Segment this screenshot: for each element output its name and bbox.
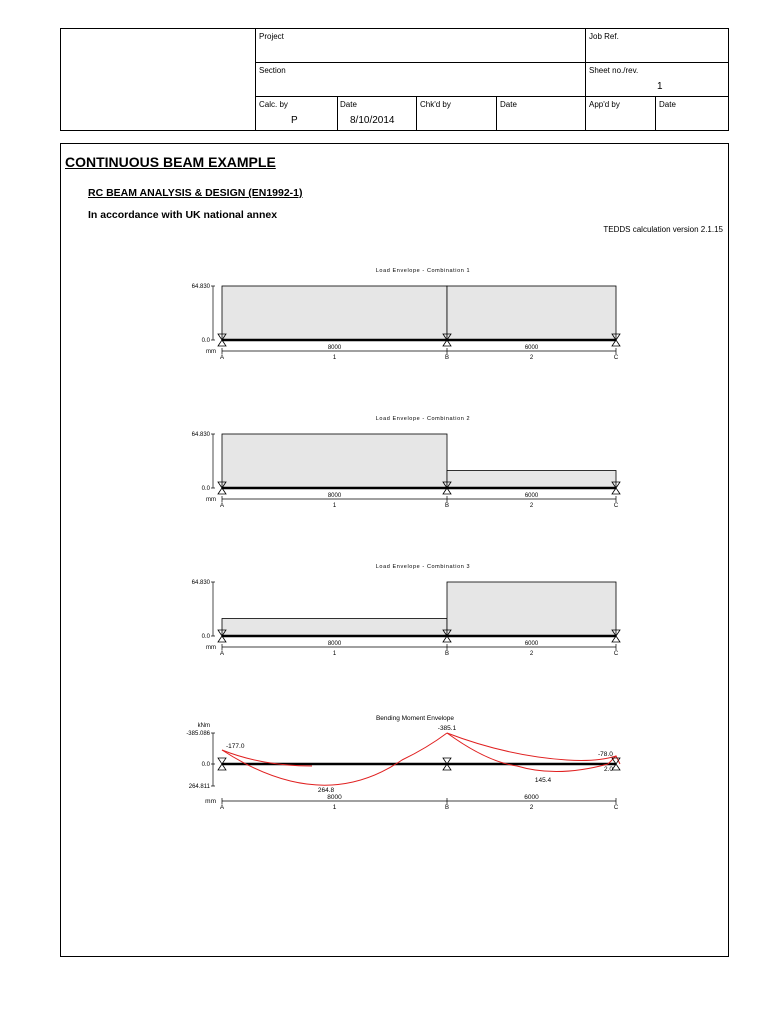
load-envelope-3-title: Load Envelope - Combination 3 [375, 564, 471, 570]
bending-moment-annotation-2: -385.1 [437, 725, 457, 732]
sheet-value: 1 [657, 81, 663, 92]
bending-moment-span-number-0: 1 [332, 804, 337, 811]
bending-moment-span-number-1: 2 [529, 804, 534, 811]
appd-by-label: App'd by [589, 100, 620, 109]
load-envelope-3-span-length-0: 8000 [327, 641, 342, 647]
load-envelope-2-support-label-0: A [219, 503, 225, 509]
load-envelope-3-span-number-1: 2 [529, 651, 534, 657]
load-envelope-3-support-label-1: B [444, 651, 450, 657]
load-envelope-2-y-top-label: 64.830 [191, 432, 210, 438]
load-envelope-3-span-number-0: 1 [332, 651, 337, 657]
annex-note: In accordance with UK national annex [88, 209, 278, 221]
load-envelope-3-span-length-1: 6000 [524, 641, 539, 647]
load-envelope-2-load-bar-span-2 [447, 471, 616, 488]
date-label: Date [340, 100, 357, 109]
bending-moment-span-length-1: 6000 [524, 794, 539, 801]
load-envelope-3-support-label-2: C [613, 651, 619, 657]
bending-moment-span-length-0: 8000 [327, 794, 342, 801]
date2-label: Date [500, 100, 517, 109]
bending-moment-envelope-span-1 [222, 733, 447, 785]
load-envelope-3-y-zero-label: 0.0 [201, 634, 210, 640]
project-label: Project [259, 32, 284, 41]
load-envelope-3-unit-label: mm [206, 645, 216, 651]
load-envelope-3-y-top-label: 64.830 [191, 580, 210, 586]
load-envelope-1-span-length-1: 6000 [524, 345, 539, 351]
chkd-by-label: Chk'd by [420, 100, 451, 109]
calc-by-value: P [291, 115, 298, 126]
load-envelope-2-support-label-2: C [613, 503, 619, 509]
bending-moment-y-zero-label: 0.0 [201, 762, 210, 768]
bending-moment-annotation-5: 2.0 [604, 766, 614, 773]
bending-moment-envelope-span-2-hog [447, 733, 616, 761]
bending-moment-title: Bending Moment Envelope [375, 715, 455, 722]
load-envelope-1-support-label-2: C [613, 355, 619, 361]
bending-moment-annotation-1: 264.8 [317, 787, 335, 794]
load-envelope-2-span-number-1: 2 [529, 503, 534, 509]
load-envelope-1-support-label-0: A [219, 355, 225, 361]
load-envelope-3-load-bar-span-2 [447, 582, 616, 636]
bending-moment-y-top-label: -385.086 [186, 731, 210, 737]
date3-label: Date [659, 100, 676, 109]
section-heading: RC BEAM ANALYSIS & DESIGN (EN1992-1) [88, 187, 303, 199]
load-envelope-1-span-number-1: 2 [529, 355, 534, 361]
bending-moment-annotation-4: -78.0 [598, 751, 613, 758]
load-envelope-2-y-zero-label: 0.0 [201, 486, 210, 492]
load-envelope-1-span-number-0: 1 [332, 355, 337, 361]
load-envelope-3-support-label-0: A [219, 651, 225, 657]
bending-moment-unit-label: mm [205, 798, 216, 805]
load-envelope-1-span-length-0: 8000 [327, 345, 342, 351]
load-envelope-1-support-label-1: B [444, 355, 450, 361]
load-envelope-2-support-label-1: B [444, 503, 450, 509]
load-envelope-1-y-top-label: 64.830 [191, 284, 210, 290]
load-envelope-3-load-bar-span-1 [222, 619, 447, 636]
load-envelope-2-span-number-0: 1 [332, 503, 337, 509]
bending-moment-y-unit: kNm [197, 723, 210, 729]
bending-moment-annotation-3: 145.4 [534, 777, 552, 784]
calc-by-label: Calc. by [259, 100, 288, 109]
bending-moment-y-bottom-label: 264.811 [188, 784, 210, 790]
bending-moment-annotation-0: -177.0 [226, 743, 245, 750]
version-note: TEDDS calculation version 2.1.15 [603, 225, 723, 234]
load-envelope-1-title: Load Envelope - Combination 1 [375, 268, 471, 274]
bending-moment-support-label-0: A [219, 805, 225, 811]
bending-moment-envelope-span-2 [447, 733, 608, 772]
load-envelope-2-unit-label: mm [206, 497, 216, 503]
bending-moment-support-label-1: B [444, 805, 450, 811]
load-envelope-1-load-bar-span-1 [222, 286, 447, 340]
load-envelope-1-unit-label: mm [206, 349, 216, 355]
section-label: Section [259, 66, 286, 75]
bending-moment-support-label-2: C [613, 805, 619, 811]
load-envelope-2-title: Load Envelope - Combination 2 [375, 416, 471, 422]
page-title: CONTINUOUS BEAM EXAMPLE [65, 154, 276, 170]
load-envelope-2-span-length-1: 6000 [524, 493, 539, 499]
load-envelope-1-y-zero-label: 0.0 [201, 338, 210, 344]
date-value: 8/10/2014 [350, 115, 395, 126]
load-envelope-2-load-bar-span-1 [222, 434, 447, 488]
load-envelope-1-load-bar-span-2 [447, 286, 616, 340]
sheet-label: Sheet no./rev. [589, 66, 639, 75]
load-envelope-2-span-length-0: 8000 [327, 493, 342, 499]
job-ref-label: Job Ref. [589, 32, 619, 41]
